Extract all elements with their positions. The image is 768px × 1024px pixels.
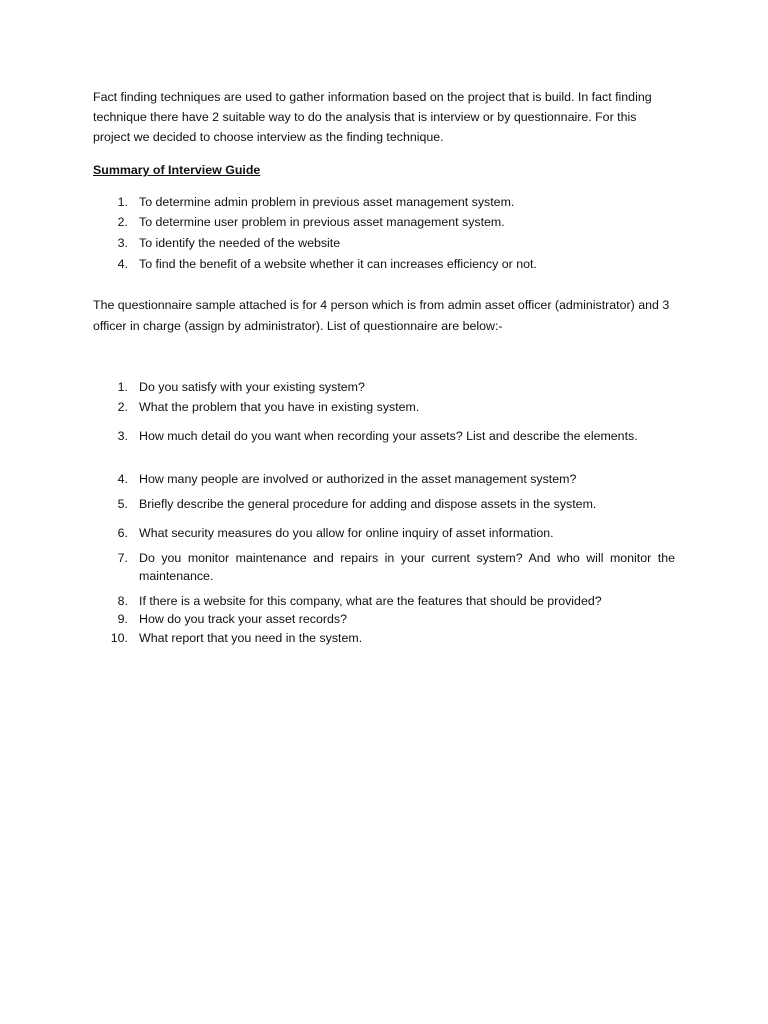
- list-text: Do you monitor maintenance and repairs in your current system? And who will monitor the maintenance.: [139, 551, 675, 583]
- list-text: To determine user problem in previous asset management system.: [139, 215, 505, 229]
- list-number: 3.: [117, 236, 128, 250]
- list-number: 8.: [117, 594, 128, 608]
- summary-heading: Summary of Interview Guide: [93, 163, 261, 177]
- list-text: Do you satisfy with your existing system?: [139, 380, 365, 394]
- list-text: Briefly describe the general procedure for adding and dispose assets in the system.: [139, 497, 597, 511]
- intro-paragraph: Fact finding techniques are used to gather information based on the project that is build. In fact finding technique there have 2 suitable way to do the analysis that is interview or by questionnaire. For this project we decided to choose interview as the finding technique.: [93, 90, 652, 144]
- list-number: 2.: [117, 215, 128, 229]
- list-number: 1.: [117, 380, 128, 394]
- list-text: How many people are involved or authorized in the asset management system?: [139, 472, 577, 486]
- list-number: 7.: [117, 551, 128, 565]
- list-number: 5.: [117, 497, 128, 511]
- list-number: 4.: [117, 472, 128, 486]
- list-text: To find the benefit of a website whether it can increases efficiency or not.: [139, 257, 537, 271]
- list-number: 2.: [117, 400, 128, 414]
- list-number: 3.: [117, 429, 128, 443]
- list-text: What the problem that you have in existing system.: [139, 400, 420, 414]
- list-text: If there is a website for this company, what are the features that should be provided?: [139, 594, 602, 608]
- list-number: 9.: [117, 612, 128, 626]
- list-text: What security measures do you allow for online inquiry of asset information.: [139, 526, 554, 540]
- list-number: 4.: [117, 257, 128, 271]
- list-text: To determine admin problem in previous asset management system.: [139, 195, 515, 209]
- questionnaire-intro: The questionnaire sample attached is for 4 person which is from admin asset officer (administrator) and 3 officer in charge (assign by administrator). List of questionnaire are below:-: [93, 298, 670, 333]
- list-text: What report that you need in the system.: [139, 631, 363, 645]
- list-number: 10.: [110, 631, 128, 645]
- list-text: To identify the needed of the website: [139, 236, 341, 250]
- list-text: How do you track your asset records?: [139, 612, 347, 626]
- list-text: How much detail do you want when recording your assets? List and describe the elements.: [139, 429, 638, 443]
- list-number: 1.: [117, 195, 128, 209]
- list-number: 6.: [117, 526, 128, 540]
